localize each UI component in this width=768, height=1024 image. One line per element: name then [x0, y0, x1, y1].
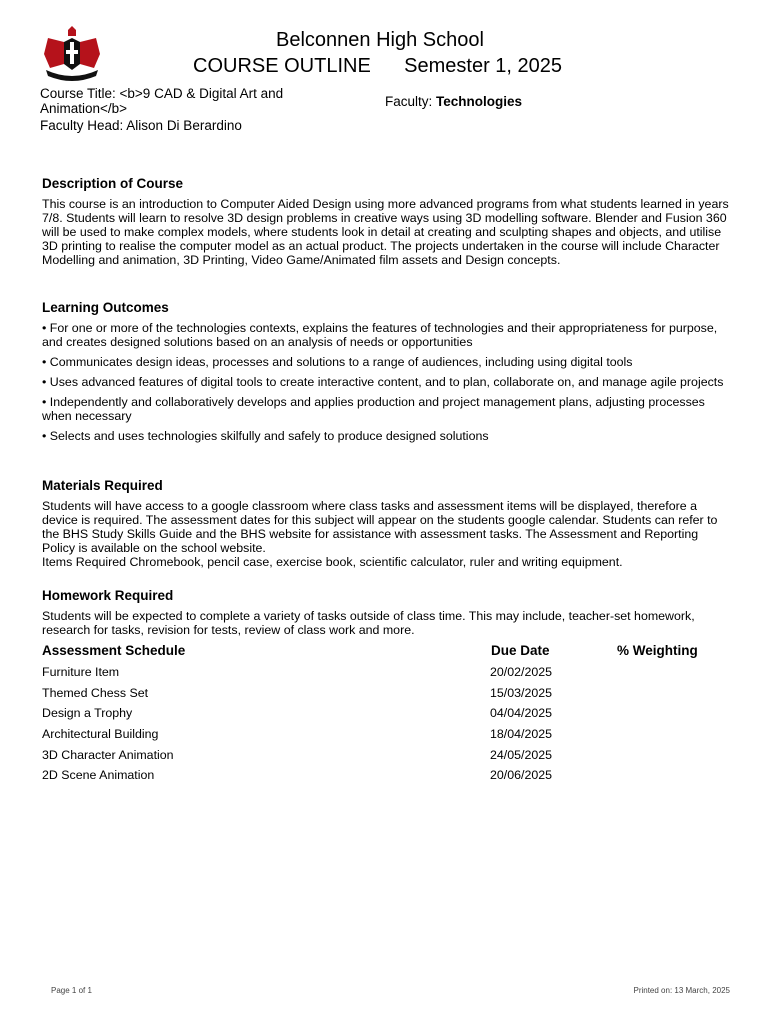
- homework-heading: Homework Required: [42, 588, 174, 603]
- faculty-value: Technologies: [436, 94, 523, 109]
- course-title: Course Title: <b>9 CAD & Digital Art and Animation</b>: [40, 86, 284, 116]
- page-number: Page 1 of 1: [51, 986, 92, 995]
- faculty-label: Faculty:: [385, 94, 433, 109]
- homework-text: Students will be expected to complete a variety of tasks outside of class time. This may include, teacher-set homework, research for tasks, revision for tests, review of class work and more.: [42, 609, 695, 637]
- table-row: [42, 748, 732, 769]
- assessment-name: 2D Scene Animation: [42, 768, 155, 783]
- assessment-date: 24/05/2025: [490, 747, 553, 762]
- description-section: [42, 176, 732, 267]
- assessment-table-header: [42, 643, 732, 665]
- materials-text: Students will have access to a google classroom where class tasks and assessment items will be displayed, therefore a device is required. The assessment dates for this subject will appear on the students google calendar. Students can refer to the BHS Study Skills Guide and the BHS website for assistance with assessment tasks. The Assessment and Reporting Policy is available on the school website.: [42, 499, 718, 555]
- learning-outcomes-section: [42, 300, 732, 449]
- description-heading: Description of Course: [42, 176, 184, 191]
- assessment-schedule-header: Assessment Schedule: [42, 643, 186, 658]
- assessment-table: [42, 643, 732, 789]
- table-row: [42, 686, 732, 707]
- assessment-name: 3D Character Animation: [42, 747, 174, 762]
- assessment-name: Furniture Item: [42, 665, 120, 679]
- assessment-date: 18/04/2025: [490, 727, 553, 742]
- homework-section: [42, 588, 732, 637]
- learning-outcomes-heading: Learning Outcomes: [42, 300, 169, 315]
- school-name: Belconnen High School: [276, 29, 484, 51]
- assessment-date: 15/03/2025: [490, 685, 553, 700]
- assessment-date: 20/06/2025: [490, 768, 553, 783]
- outcome-item: • Selects and uses technologies skilfully and safely to produce designed solutions: [42, 429, 489, 443]
- materials-items: Items Required Chromebook, pencil case, exercise book, scientific calculator, ruler and writing equipment.: [42, 555, 623, 569]
- due-date-header: Due Date: [491, 643, 550, 658]
- faculty: [385, 94, 522, 109]
- materials-section: [42, 478, 732, 569]
- course-outline-heading: [193, 55, 562, 78]
- faculty-head: Faculty Head: Alison Di Berardino: [40, 118, 242, 133]
- weighting-header: % Weighting: [617, 643, 698, 658]
- assessment-name: Architectural Building: [42, 727, 159, 742]
- course-outline-label: COURSE OUTLINE: [193, 55, 371, 77]
- assessment-name: Themed Chess Set: [42, 685, 149, 700]
- assessment-date: 20/02/2025: [490, 665, 553, 679]
- table-row: [42, 727, 732, 748]
- outcome-item: • Uses advanced features of digital tools to create interactive content, and to plan, collaborate on, and manage agile projects: [42, 375, 724, 389]
- printed-date: Printed on: 13 March, 2025: [633, 986, 730, 995]
- table-row: [42, 706, 732, 727]
- materials-heading: Materials Required: [42, 478, 163, 493]
- outcome-item: • Communicates design ideas, processes and solutions to a range of audiences, including using digital tools: [42, 355, 633, 369]
- table-row: [42, 768, 732, 789]
- assessment-date: 04/04/2025: [490, 706, 553, 721]
- outcome-item: • For one or more of the technologies contexts, explains the features of technologies and their appropriateness for purpose, and creates designed solutions based on an analysis of needs or opportunities: [42, 321, 718, 349]
- school-crest-icon: [40, 24, 104, 84]
- table-row: [42, 665, 732, 686]
- assessment-name: Design a Trophy: [42, 706, 133, 721]
- outcome-item: • Independently and collaboratively develops and applies production and project management plans, adjusting processes when necessary: [42, 395, 705, 423]
- description-text: This course is an introduction to Computer Aided Design using more advanced programs from what students learned in years 7/8. Students will learn to resolve 3D design problems in creative ways using 3D modelling software. Blender and Fusion 360 will be used to make complex models, where students look in detail at creating and sculpting shapes and objects, and utilise 3D printing to realise the computer model as an actual product. The projects undertaken in the course will include Character Modelling and animation, 3D Printing, Video Game/Animated film assets and Design concepts.: [42, 197, 729, 267]
- semester-label: Semester 1, 2025: [404, 55, 563, 77]
